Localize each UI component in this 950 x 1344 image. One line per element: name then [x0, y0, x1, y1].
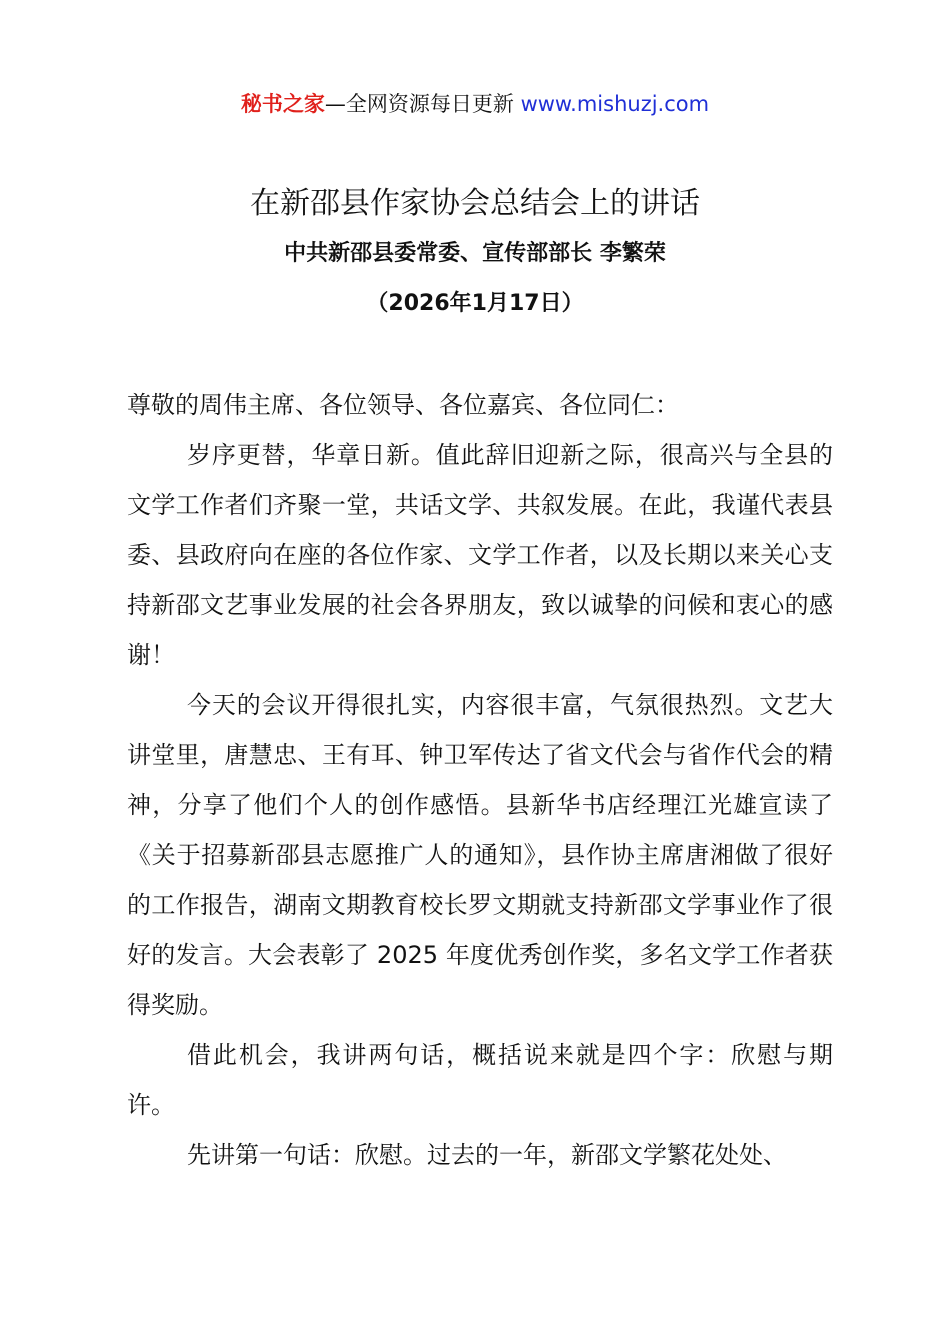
paragraph-1: 岁序更替，华章日新。值此辞旧迎新之际，很高兴与全县的文学工作者们齐聚一堂，共话文学、共叙发展。在此，我谨代表县委、县政府向在座的各位作家、文学工作者，以及长期以来关心支持新邵文艺事业发展的社会各界朋友，致以诚挚的问候和衷心的感谢！	[127, 441, 833, 669]
paragraph-2: 今天的会议开得很扎实，内容很丰富，气氛很热烈。文艺大讲堂里，唐慧忠、王有耳、钟卫军传达了省文代会与省作代会的精神，分享了他们个人的创作感悟。县新华书店经理江光雄宣读了《关于招募新邵县志愿推广人的通知》，县作协主席唐湘做了很好的工作报告，湖南文期教育校长罗文期就支持新邵文学事业作了很好的发言。大会表彰了 2025 年度优秀创作奖，多名文学工作者获得奖励。	[127, 691, 833, 1019]
document-body	[127, 380, 833, 1180]
header-tagline: —全网资源每日更新	[324, 92, 521, 116]
document-title: 在新邵县作家协会总结会上的讲话	[250, 186, 700, 221]
brand-name: 秘书之家	[240, 92, 325, 116]
paragraph-3: 借此机会，我讲两句话，概括说来就是四个字：欣慰与期许。	[127, 1041, 833, 1119]
date-line: （2026年1月17日）	[366, 291, 584, 316]
salutation: 尊敬的周伟主席、各位领导、各位嘉宾、各位同仁：	[127, 391, 679, 419]
author-line: 中共新邵县委常委、宣传部部长 李繁荣	[284, 241, 666, 266]
paragraph-4: 先讲第一句话：欣慰。过去的一年，新邵文学繁花处处、	[187, 1141, 787, 1169]
site-link[interactable]: www.mishuzj.com	[520, 92, 710, 116]
site-header	[0, 86, 950, 122]
